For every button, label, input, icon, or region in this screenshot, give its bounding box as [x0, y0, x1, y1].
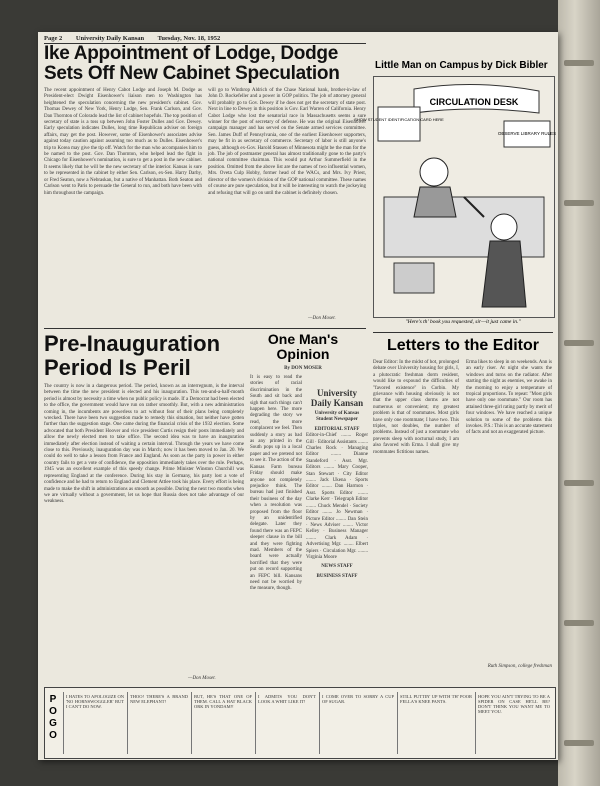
- strip-balloon-1: I HATES TO APOLOGIZE ON 'NO HORNSWOGGLER' BUT I CAN'T DO NOW.: [66, 694, 124, 709]
- business-staff-heading: BUSINESS STAFF: [316, 573, 358, 579]
- letters-heading: Letters to the Editor: [386, 337, 539, 354]
- kansan-subtitle: University of Kansas Student Newspaper: [314, 411, 360, 423]
- kansan-nameplate: University Daily Kansan: [310, 388, 364, 408]
- lead-column-2: will go to Winthrop Aldrich of the Chase National bank, brother-in-law of John D. Rockefeller and a power in GOP politics. The job of attorney general will probably go to Gov. Dewey if he does not get the secretary of state post. Next in line to Dewey in this position is Gov. Earl Warren of California. Henry Cabot Lodge who lost the senatorial race in Massachusetts seems a sure winner for the post of secretary of defense. He was the original Eisenhower campaign manager and has served on the Senate armed services committee. Sen. James Duff of Pennsylvania, one of the earliest Eisenhower supporters, may be fit in as secretary of commerce. Secretary of labor is still anyone's guess, although ex-Gov. Harold Stassen of Minnesota might be the man for the job. The job of postmaster general has almost traditionally gone to the party's national committee chairman. This would put Arthur Summerfield in the position. Omitted from the above list are the names of two influential women, Mrs. Oveta Culp Hobby, former head of the WACs, and Mrs. Ivy Priest, director of the women's division of the GOP national committee. These names of course are pure speculation, but it will be interesting to watch the jockeying and refusing that will go on until the cabinet is definitely chosen.: [208, 88, 366, 196]
- strip-panel-7: [475, 692, 552, 754]
- second-article-body: The country is now in a dangerous period. The period, known as an interregnum, is the interval between the time the new president is elected and his inauguration. This ten-and-a-half-month period is almost by necessity a time when no public policy is made. If a Democrat had been elected to the office, the government would have run on rather smoothly. But, with a new administration coming in, the incumbents are powerless to act without fear of their plans being completely wrecked. There have been two suggestion made to remedy this situation, but neither have gotten further than the suggestion stage. One came during the financial crisis of the 1932 election. Some advocated that both President Hoover and vice president Curtis resign their posts immediately and allow the newly elected men to take office. The second idea was to have an inauguration immediately after election instead of waiting a certain interval. Through the years we have come close to this. Previously, inauguration day was in March; now it has been moved to Jan. 20. We could do well to take a lesson from France and England. As soon as the party in power in either country fails to get a vote of confidence, the opposition immediately takes over the rule. Perhaps, 1945 was an excellent example of this speedy change. Prime Minister Winston Churchill was representing England at the conference. During his stay in Germany, his party lost a vote of confidence and he had to return to England and Clement Attlee took his place. Every effort is being made to make the shift in administrations as smooth as possible. During the next two months when we are virtually without a government, let us hope that Russia does not take advantage of our weakness.: [44, 384, 244, 505]
- lead-signature: —Don Moser.: [308, 316, 336, 321]
- paper-name: University Daily Kansan: [75, 35, 145, 42]
- strip-panel-3: [191, 692, 254, 754]
- strip-balloon-4: I ADMITS YOU DON'T LOOK A WHIT LIKE IT!: [258, 694, 316, 704]
- oped-byline: By DON MOSER: [284, 366, 322, 371]
- letters-column-1: Dear Editor: In the midst of hot, prolonged debate over University housing for girls, I, a plutocratic freshman dorm resident, would like to expound the difficulties of "favored existence" in Corbin. My grievance with housing obviously is not that the upper class dorms are not numerous or convenient; my greatest problem is that of roommates. Most girls have only one roommate; I have two. This triples, not doubles, the number of problems. Instead of just a roommate who prevents sleep with nocturnal study, I am also favored with Erma. I shall give my roommates fictitious names.: [373, 360, 459, 455]
- librarian-body: [414, 187, 456, 217]
- lead-headline: Ike Appointment of Lodge, Dodge Sets Off New Cabinet Speculation: [44, 43, 340, 84]
- staff-list: Editor-in-Chief ........ Roger Gill · Editorial Assistants ........ Charles Rock · Managing Editor ........ Dianne Standeford · Asst. Mgr. Editors ........ Mary Cooper, Stan Stewart · City Editor ........ Jack Ukena · Sports Editor ........ Dan Harmon · Asst. Sports Editor ........ Clarke Kerr · Telegraph Editor ........ Chuck Mendel · Society Editor ........ Jo Newman · Picture Editor ........ Dan Stein · News Adviser ........ Victor Kelley · Business Manager ........ Clark Adam · Advertising Mgr. ........ Elbert Spiers · Circulation Mgr. ........ Virginia Moore: [306, 433, 368, 560]
- strip-balloon-7: HOPE YOU AIN'T TRYING TO BE A SPIDER ON CASE HE'LL BE? DON'T THINK YOU WANT ME TO MEET YOU.: [478, 694, 550, 714]
- oped-title: One Man's Opinion: [267, 331, 339, 362]
- masthead: [44, 35, 232, 42]
- cartoon-caption: "Here's th' book you requested, sir—it just came in.": [405, 319, 521, 325]
- oped-body: It is easy to read the stories of racial discrimination in the South and sit back and sigh that such things can't happen here. The more degrading the story we read, the more complacent we feel. Then suddenly a story as bad as any printed in the South pops up in a local paper and we pretend not to see it. The action of the Kansas Farm bureau Friday should make anyone not completely prejudice think. The bureau had just finished their business of the day when a resolution was proposed from the floor by an unidentified delegate. Later they found there was an FEPC sleeper clause in the bill and they were fighting mad. Members of the board were actually horrified that they were put on record supporting an FEPC bill. Kansans need not be worried by the measure, though.: [250, 375, 302, 592]
- id-card-sign: [378, 107, 420, 141]
- cartoon-byline: by Dick Bibler: [481, 60, 548, 71]
- cartoon-rule: [373, 332, 553, 333]
- student-body: [482, 241, 526, 307]
- editorial-staff-heading: EDITORIAL STAFF: [314, 426, 360, 432]
- lead-column-1: The recent appointment of Henry Cabot Lodge and Joseph M. Dodge as President-elect Dwight Eisenhower's liaison men to Washington has heightened the speculation concerning the new president's cabinet. Gov. Thomas Dewey of New York, Henry Lodge, Sen. Frank Carlson, and Gov. Dan Thornton of Colorado lead the list of cabinet hopefuls. The top position of secretary of state is a toss up between John Foster Dulles and Gov. Dewey. Early speculation indicates Dulles, long time Republican adviser on foreign affairs, may get the post. However, some of Eisenhower's associates advise against today caution against assuming too much as to Dulles. Eisenhower's trip to Korea may give the tip off. Watch for the man who accompanies him to be named to the post. Gov. Dan Thornton, who helped lead the fight in Chicago for Eisenhower's nomination, is sure to get a post in the new cabinet. It seems likely that he will be the new secretary of the interior. Kansas is sure to be represented in the cabinet by either Sen. Carlson, ex-Sen. Harry Darby, or Fred Seaton, now a Nebraskan, but a native of Manhattan. Both Seaton and Carlson went to Paris to persuade the General to run, and both have been with him throughout the campaign.: [44, 88, 202, 196]
- pogo-comic-strip: [44, 687, 556, 759]
- oped-byline-wrap: [250, 366, 356, 374]
- second-signature: —Don Moser.: [188, 676, 216, 681]
- librarian-head: [420, 158, 448, 186]
- pogo-title: P O G O: [49, 694, 57, 741]
- cartoon-title: Little Man on Campus: [375, 60, 479, 71]
- id-card-sign-text: SHOW STUDENT IDENTIFICATION CARD HERE: [354, 117, 444, 122]
- student-head: [491, 214, 517, 240]
- strip-balloon-3: BUT, HE'S THAT ONE OF THEM. CALL A HAT BLACK ORK IN YONDAM!!: [194, 694, 252, 709]
- binder-spine: [558, 0, 600, 786]
- strip-balloon-2: THOO! THERE'S A BRAND NEW ELEPHANT!: [130, 694, 188, 704]
- strip-panel-4: [255, 692, 318, 754]
- news-staff-heading: NEWS STAFF: [321, 564, 353, 570]
- second-headline: Pre-Inauguration Period Is Peril: [44, 331, 221, 380]
- letters-signature: Ruth Simpson, college freshman: [487, 664, 552, 669]
- kansan-staff-box: [306, 388, 368, 680]
- strip-panel-6: [397, 692, 474, 754]
- library-rules-sign-text: OBSERVE LIBRARY RULES: [497, 131, 557, 136]
- letters-column-2: Erma likes to sleep in on weekends. Ann is an early riser. At night she wants the windows and turns on the radiator. After starting the night as enemies, we awake in the morning to enjoy a temperature of tropical proportions. To repeat: "Most girls have only one roommate." Our room has attained three-girl rating partly by merit of four windows. We have reached a unique solution to some of the problems this invokes. P.S.: This is an accurate statement of facts and not an exaggerated picture.: [466, 360, 552, 436]
- circulation-sign-text: CIRCULATION DESK: [429, 97, 519, 107]
- strip-panel-1: [63, 692, 126, 754]
- book-stack: [394, 263, 434, 293]
- issue-date: Tuesday, Nov. 18, 1952: [157, 35, 221, 42]
- page-number: Page 2: [44, 35, 63, 42]
- strip-balloon-5: I COME OVER TO SORRY A CUP OF SUGAR.: [322, 694, 394, 704]
- strip-panel-5: [319, 692, 396, 754]
- strip-balloon-6: STILL PUTTIN' UP WITH TH' POOR FELLA'S KNEE PANTS.: [400, 694, 472, 704]
- section-rule: [44, 328, 366, 329]
- cartoon-panel: [354, 76, 557, 318]
- newspaper-page: [38, 32, 558, 760]
- strip-panel-2: [127, 692, 190, 754]
- cartoon-drawing: [354, 77, 557, 317]
